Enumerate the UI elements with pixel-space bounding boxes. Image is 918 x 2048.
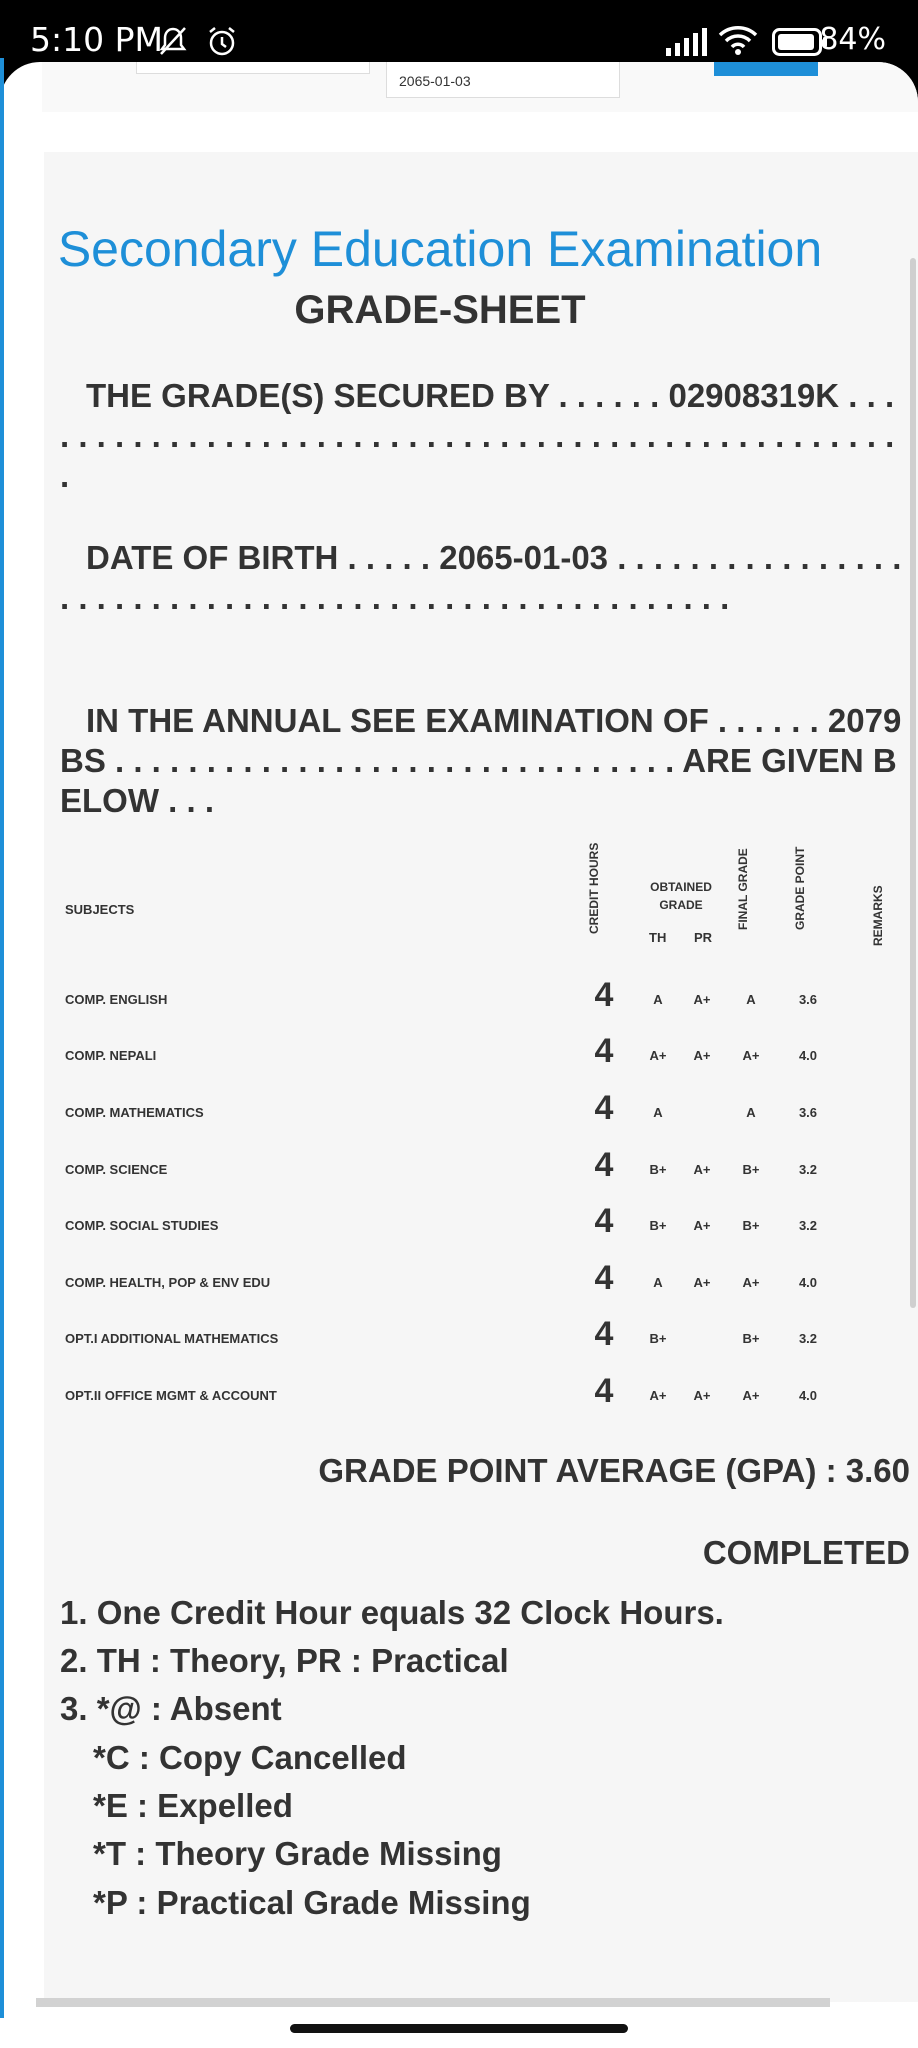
pr-grade: A+ [693,1162,711,1177]
home-indicator[interactable] [290,2024,628,2033]
table-row [0,1253,918,1309]
credit-hours-header: CREDIT HOURS [587,842,601,934]
grade-point: 4.0 [798,1048,818,1063]
subject-name: OPT.I ADDITIONAL MATHEMATICS [65,1331,279,1346]
grade-point: 3.2 [798,1162,818,1177]
symbol-no-field[interactable] [136,62,370,74]
credit-hours: 4 [594,1032,614,1070]
final-grade: A [746,1105,756,1120]
credit-hours: 4 [594,1315,614,1353]
pr-grade: A+ [693,1048,711,1063]
final-grade: B+ [742,1162,760,1177]
alarm-icon [205,24,239,58]
table-row [0,1083,918,1139]
credit-hours: 4 [594,1372,614,1410]
exam-title: Secondary Education Examination [57,221,823,277]
final-grade: A [746,992,756,1007]
remarks-header: REMARKS [871,885,885,946]
table-row [0,1026,918,1082]
subject-name: COMP. SOCIAL STUDIES [65,1218,219,1233]
subject-name: COMP. MATHEMATICS [65,1105,204,1120]
subject-name: COMP. NEPALI [65,1048,157,1063]
search-form [42,62,918,112]
credit-hours: 4 [594,1146,614,1184]
footnote-practical-missing: *P : Practical Grade Missing [93,1884,531,1921]
final-grade: A+ [742,1048,760,1063]
status-time: 5:10 PM [30,20,163,59]
dob-line: DATE OF BIRTH . . . . . 2065-01-03 . . . . . . . . . . . . . . . . . . . . . . . . . . . . . . . . . . . . . . . . . . . . . . . . . . . . . [60,539,902,616]
footnote-absent: 3. *@ : Absent [60,1690,282,1727]
footnote-credit-hours: 1. One Credit Hour equals 32 Clock Hours. [60,1594,724,1631]
th-grade: B+ [649,1162,667,1177]
credit-hours: 4 [594,1202,614,1240]
horizontal-scrollbar[interactable] [36,1998,830,2007]
table-row [0,1309,918,1365]
footnote-copy-cancelled: *C : Copy Cancelled [93,1739,407,1776]
table-row [0,1140,918,1196]
grade-point: 3.6 [798,992,818,1007]
pr-grade: A+ [693,992,711,1007]
obtained-grade-header: OBTAINED GRADE [650,880,712,912]
table-row [0,1366,918,1422]
credit-hours: 4 [594,976,614,1014]
grade-point: 3.2 [798,1331,818,1346]
mute-notifications-icon [156,24,190,58]
subject-name: COMP. SCIENCE [65,1162,168,1177]
th-grade: A [653,1275,663,1290]
subjects-header: SUBJECTS [65,902,135,917]
wifi-icon [718,24,758,56]
grade-point-header: GRADE POINT [793,846,807,930]
footnote-th-pr: 2. TH : Theory, PR : Practical [60,1642,509,1679]
footnote-theory-missing: *T : Theory Grade Missing [93,1835,502,1872]
webview-content[interactable] [0,62,918,2048]
pr-grade: A+ [693,1275,711,1290]
table-row [0,1196,918,1252]
grade-sheet-heading: GRADE-SHEET [294,288,586,332]
pr-grade: A+ [693,1388,711,1403]
table-row [0,970,918,1026]
th-grade: B+ [649,1218,667,1233]
footnote-expelled: *E : Expelled [93,1787,293,1824]
dob-field-value: 2065-01-03 [399,73,471,89]
th-grade: B+ [649,1331,667,1346]
final-grade: B+ [742,1218,760,1233]
secured-by-line: THE GRADE(S) SECURED BY . . . . . . 02908319K . . . . . . . . . . . . . . . . . . . . . . . . . . . . . . . . . . . . . . . . . . . . . . . . . . [60,377,895,494]
th-grade: A [653,1105,663,1120]
battery-percent: 84% [819,22,886,57]
grade-point: 4.0 [798,1275,818,1290]
final-grade: A+ [742,1275,760,1290]
credit-hours: 4 [594,1089,614,1127]
final-grade: A+ [742,1388,760,1403]
th-grade: A+ [649,1048,667,1063]
grade-point: 4.0 [798,1388,818,1403]
dob-field[interactable] [386,62,620,98]
pr-grade: A+ [693,1218,711,1233]
final-grade-header: FINAL GRADE [736,848,750,930]
pr-header: PR [694,930,713,945]
grade-point: 3.2 [798,1218,818,1233]
subject-name: COMP. ENGLISH [65,992,168,1007]
grade-point: 3.6 [798,1105,818,1120]
gpa-summary: GRADE POINT AVERAGE (GPA) : 3.60 [318,1452,910,1489]
final-grade: B+ [742,1331,760,1346]
th-grade: A [653,992,663,1007]
status-bar [0,0,918,66]
subject-name: OPT.II OFFICE MGMT & ACCOUNT [65,1388,277,1403]
submit-button[interactable] [714,62,818,76]
result-status: COMPLETED [702,1534,910,1571]
edge-accent [0,58,4,2018]
th-grade: A+ [649,1388,667,1403]
credit-hours: 4 [594,1259,614,1297]
signal-icon [666,28,708,56]
th-header: TH [649,930,667,945]
exam-line: IN THE ANNUAL SEE EXAMINATION OF . . . . . . 2079 BS . . . . . . . . . . . . . . . . . . . . . . . . . . . . . . . ARE GIVEN BELOW . . . [60,702,902,819]
vertical-scrollbar[interactable] [910,258,916,1308]
subject-name: COMP. HEALTH, POP & ENV EDU [65,1275,271,1290]
